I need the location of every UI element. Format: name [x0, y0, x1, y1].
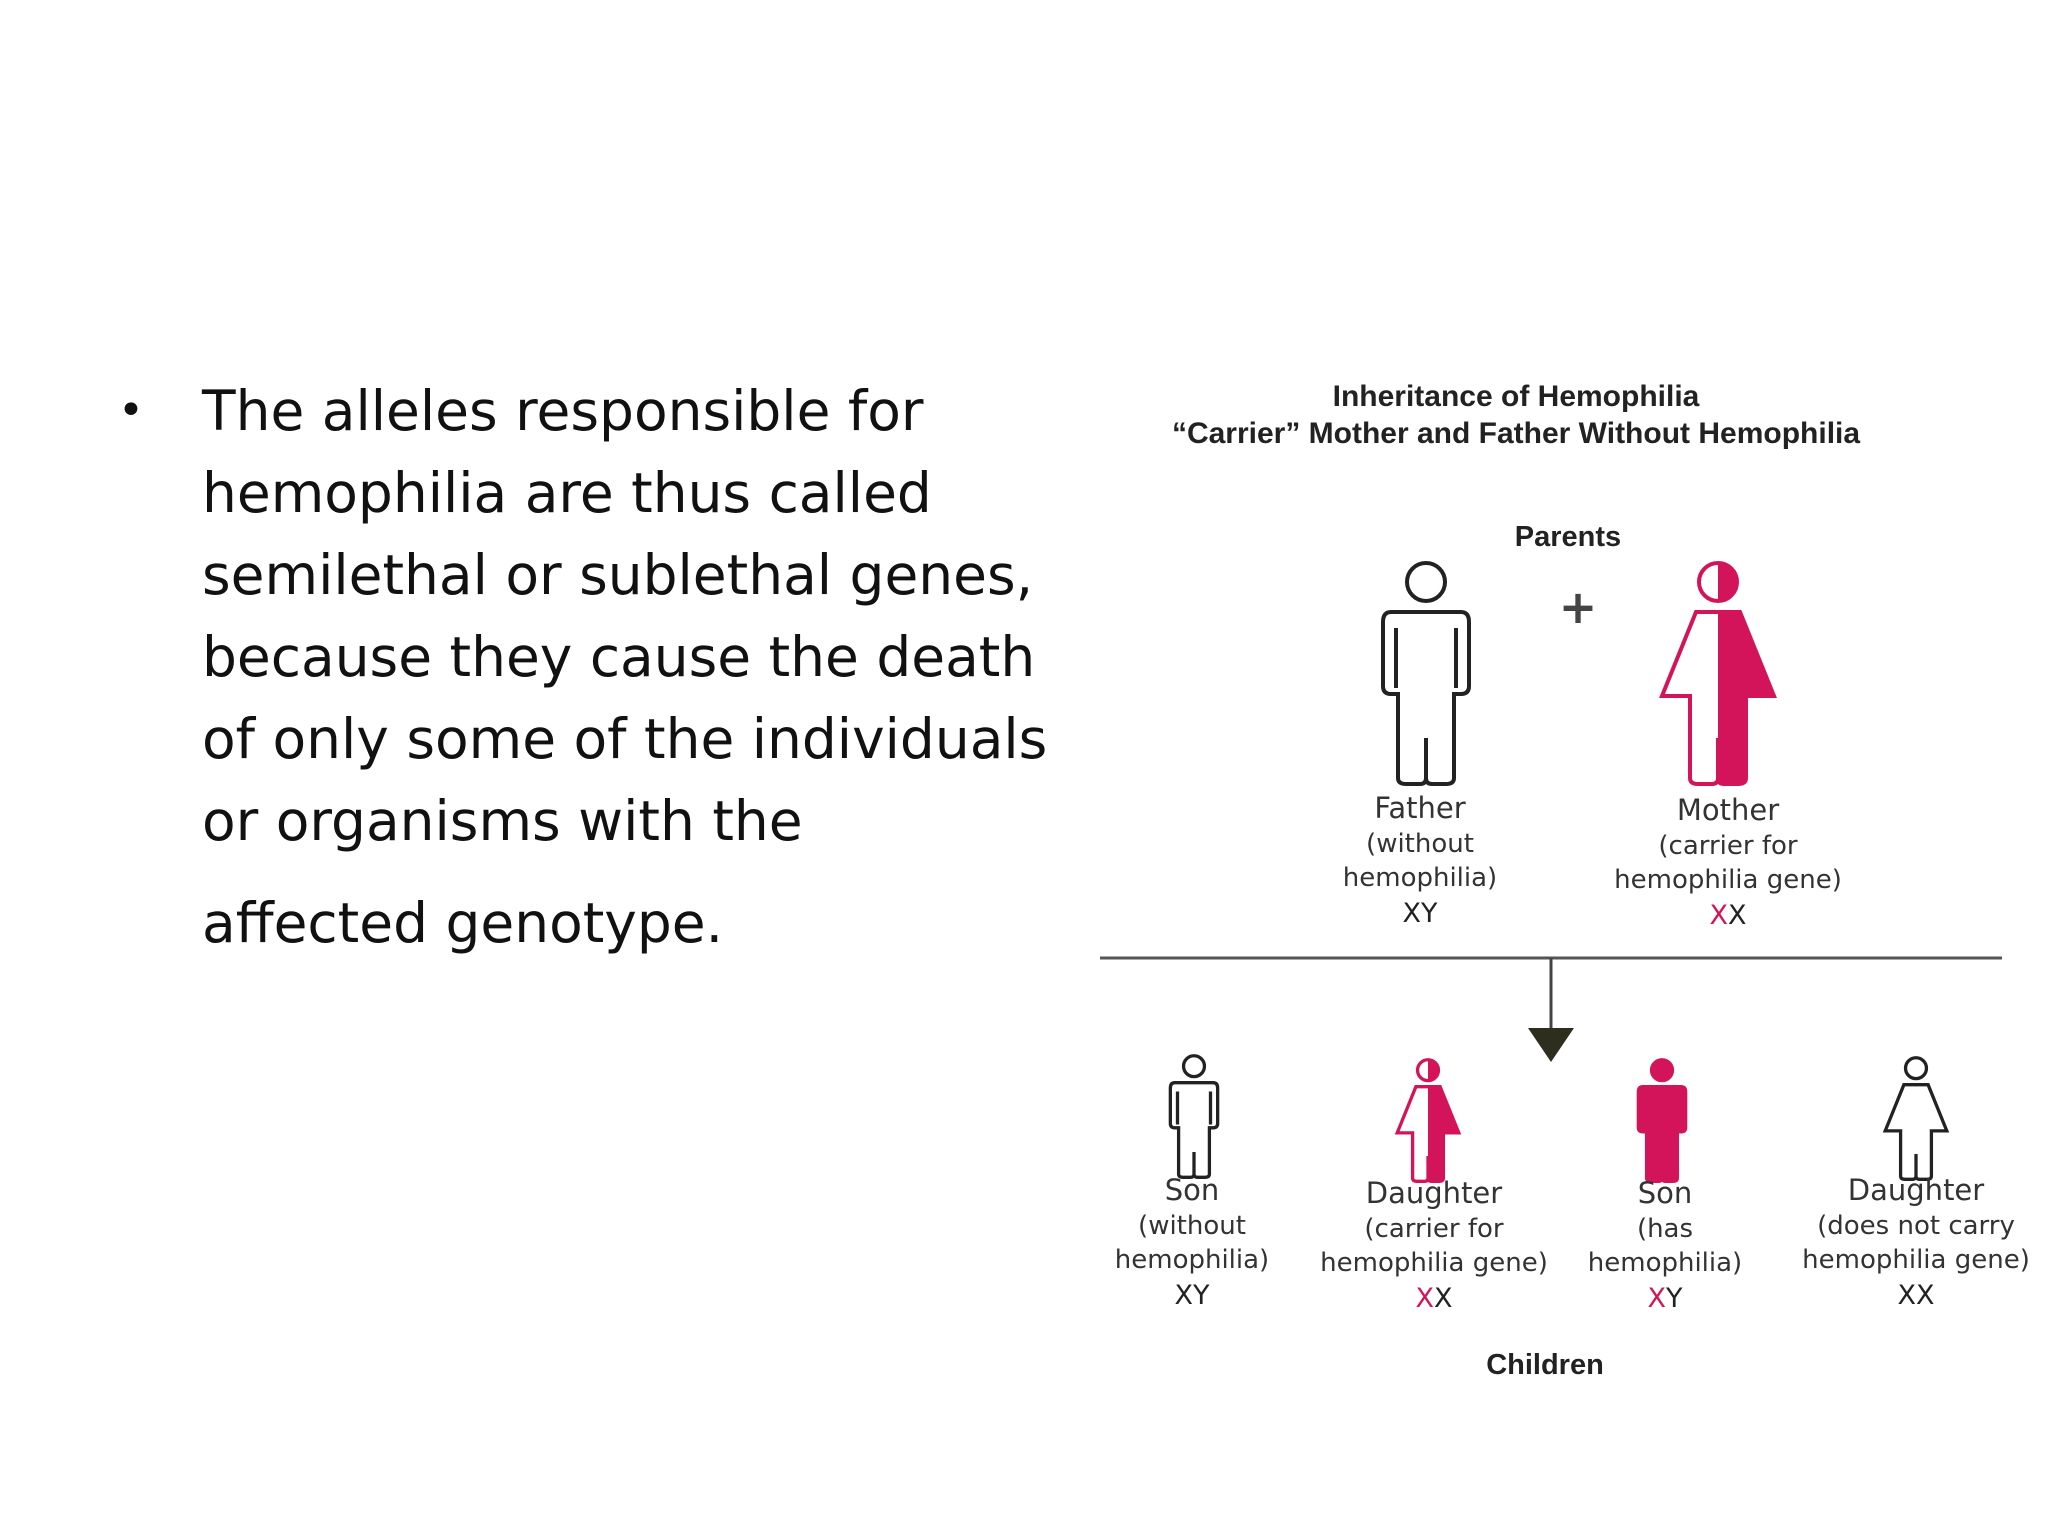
bullet-line: or organisms with the [202, 789, 803, 853]
daughter-desc-line1: (does not carry [1817, 1211, 2015, 1241]
bullet-line: hemophilia are thus called [202, 461, 932, 525]
bullet-line: affected genotype. [202, 891, 724, 955]
son-genotype: XY [1174, 1280, 1210, 1311]
son-desc-line2: hemophilia) [1587, 1248, 1743, 1278]
son-label: Son [1164, 1173, 1220, 1207]
son-desc-line2: hemophilia) [1114, 1245, 1270, 1275]
son-genotype: XY [1647, 1283, 1683, 1314]
male-figure-icon [1383, 563, 1469, 784]
father-desc-line2: hemophilia) [1342, 863, 1498, 893]
bullet-text-block [118, 370, 1078, 964]
down-arrow-icon [1528, 1028, 1574, 1062]
father-desc-line1: (without [1366, 829, 1474, 859]
bullet-line: semilethal or sublethal genes, [202, 543, 1034, 607]
daughter-desc-line1: (carrier for [1364, 1214, 1504, 1244]
daughter-desc-line2: hemophilia gene) [1802, 1245, 2030, 1275]
female-figure-icon [1885, 1058, 1947, 1180]
daughter-genotype: XX [1415, 1283, 1453, 1314]
female-figure-half-red-icon [1397, 1060, 1459, 1182]
mother-label: Mother [1676, 793, 1780, 827]
daughter-label: Daughter [1365, 1176, 1503, 1210]
bullet-line: because they cause the death [202, 625, 1036, 689]
son-label: Son [1637, 1176, 1693, 1210]
daughter-label: Daughter [1847, 1173, 1985, 1207]
bullet-item [118, 370, 1078, 964]
diagram-subtitle: “Carrier” Mother and Father Without Hemophilia [1171, 417, 1861, 450]
children-heading: Children [1486, 1349, 1604, 1381]
parents-heading: Parents [1514, 521, 1622, 553]
father-label: Father [1374, 791, 1466, 825]
female-figure-half-red-icon [1662, 563, 1774, 784]
diagram-canvas [1090, 360, 2048, 1400]
mother-desc-line1: (carrier for [1658, 831, 1798, 861]
son-desc-line1: (without [1138, 1211, 1246, 1241]
bullet-paragraph [202, 370, 1078, 964]
father-genotype: XY [1402, 898, 1438, 929]
bullet-line: of only some of the individuals [202, 707, 1048, 771]
male-figure-icon [1170, 1056, 1217, 1178]
diagram-title: Inheritance of Hemophilia [1332, 380, 1700, 413]
bullet-marker: • [118, 385, 144, 436]
plus-sign: + [1558, 580, 1598, 634]
daughter-desc-line2: hemophilia gene) [1320, 1248, 1548, 1278]
mother-genotype: XX [1709, 900, 1747, 931]
mother-desc-line2: hemophilia gene) [1614, 865, 1842, 895]
bullet-line: The alleles responsible for [202, 379, 924, 443]
daughter-genotype: XX [1897, 1280, 1935, 1311]
hemophilia-inheritance-diagram [1090, 360, 2048, 1400]
son-desc-line1: (has [1636, 1214, 1694, 1244]
male-figure-red-icon [1638, 1060, 1685, 1182]
